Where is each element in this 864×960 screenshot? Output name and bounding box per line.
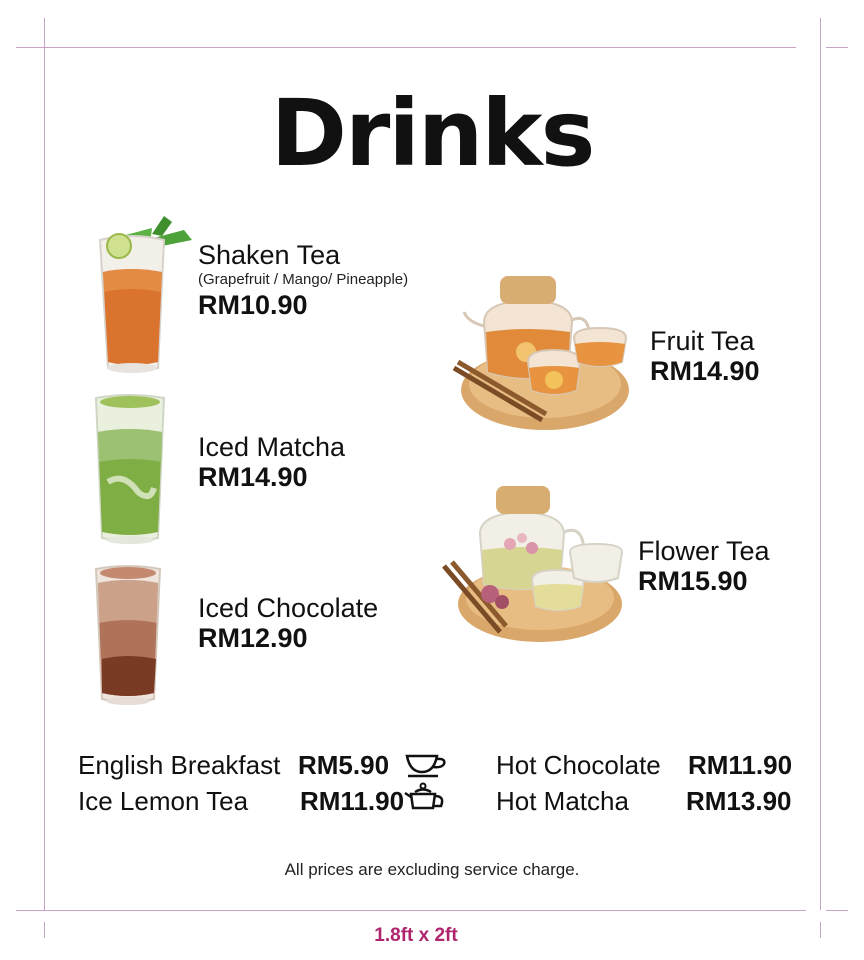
iced-chocolate-image — [94, 563, 166, 708]
cup-icon — [404, 752, 450, 780]
crop-line-top — [16, 47, 796, 48]
item-price: RM14.90 — [650, 356, 760, 386]
menu-item-iced-chocolate — [198, 593, 378, 653]
footnote: All prices are excluding service charge. — [284, 860, 580, 879]
item-name: Flower Tea — [638, 536, 770, 566]
list-item-name: English Breakfast — [78, 750, 281, 780]
item-name: Iced Matcha — [198, 432, 346, 462]
item-price: RM10.90 — [198, 290, 308, 320]
crop-line-bottom-right — [826, 910, 848, 911]
item-price: RM15.90 — [638, 566, 748, 596]
list-item-name: Ice Lemon Tea — [78, 786, 249, 816]
crop-line-bottom — [16, 910, 806, 911]
item-name: Iced Chocolate — [198, 593, 379, 623]
print-size-label: 1.8ft x 2ft — [374, 925, 458, 946]
item-price: RM14.90 — [198, 462, 308, 492]
list-item-price: RM11.90 — [688, 750, 793, 780]
teapot-icon — [403, 782, 447, 814]
menu-item-fruit-tea — [650, 326, 760, 386]
item-price: RM12.90 — [198, 623, 308, 653]
crop-line-top-right — [826, 47, 848, 48]
item-name: Fruit Tea — [650, 326, 755, 356]
list-item-price: RM13.90 — [686, 786, 792, 816]
fruit-tea-image — [450, 272, 640, 437]
page-title: Drinks — [270, 80, 594, 187]
item-flavours: (Grapefruit / Mango/ Pineapple) — [198, 271, 409, 288]
list-item-price: RM5.90 — [298, 750, 390, 780]
list-item-name: Hot Matcha — [496, 786, 629, 816]
item-name: Shaken Tea — [198, 240, 341, 270]
shaken-tea-image — [92, 212, 202, 377]
menu-item-shaken-tea — [198, 240, 408, 320]
list-item-price: RM11.90 — [300, 786, 405, 816]
list-item-name: Hot Chocolate — [496, 750, 661, 780]
menu-item-flower-tea — [638, 536, 770, 596]
iced-matcha-image — [94, 392, 174, 547]
flower-tea-image — [440, 482, 635, 647]
menu-item-iced-matcha — [198, 432, 345, 492]
